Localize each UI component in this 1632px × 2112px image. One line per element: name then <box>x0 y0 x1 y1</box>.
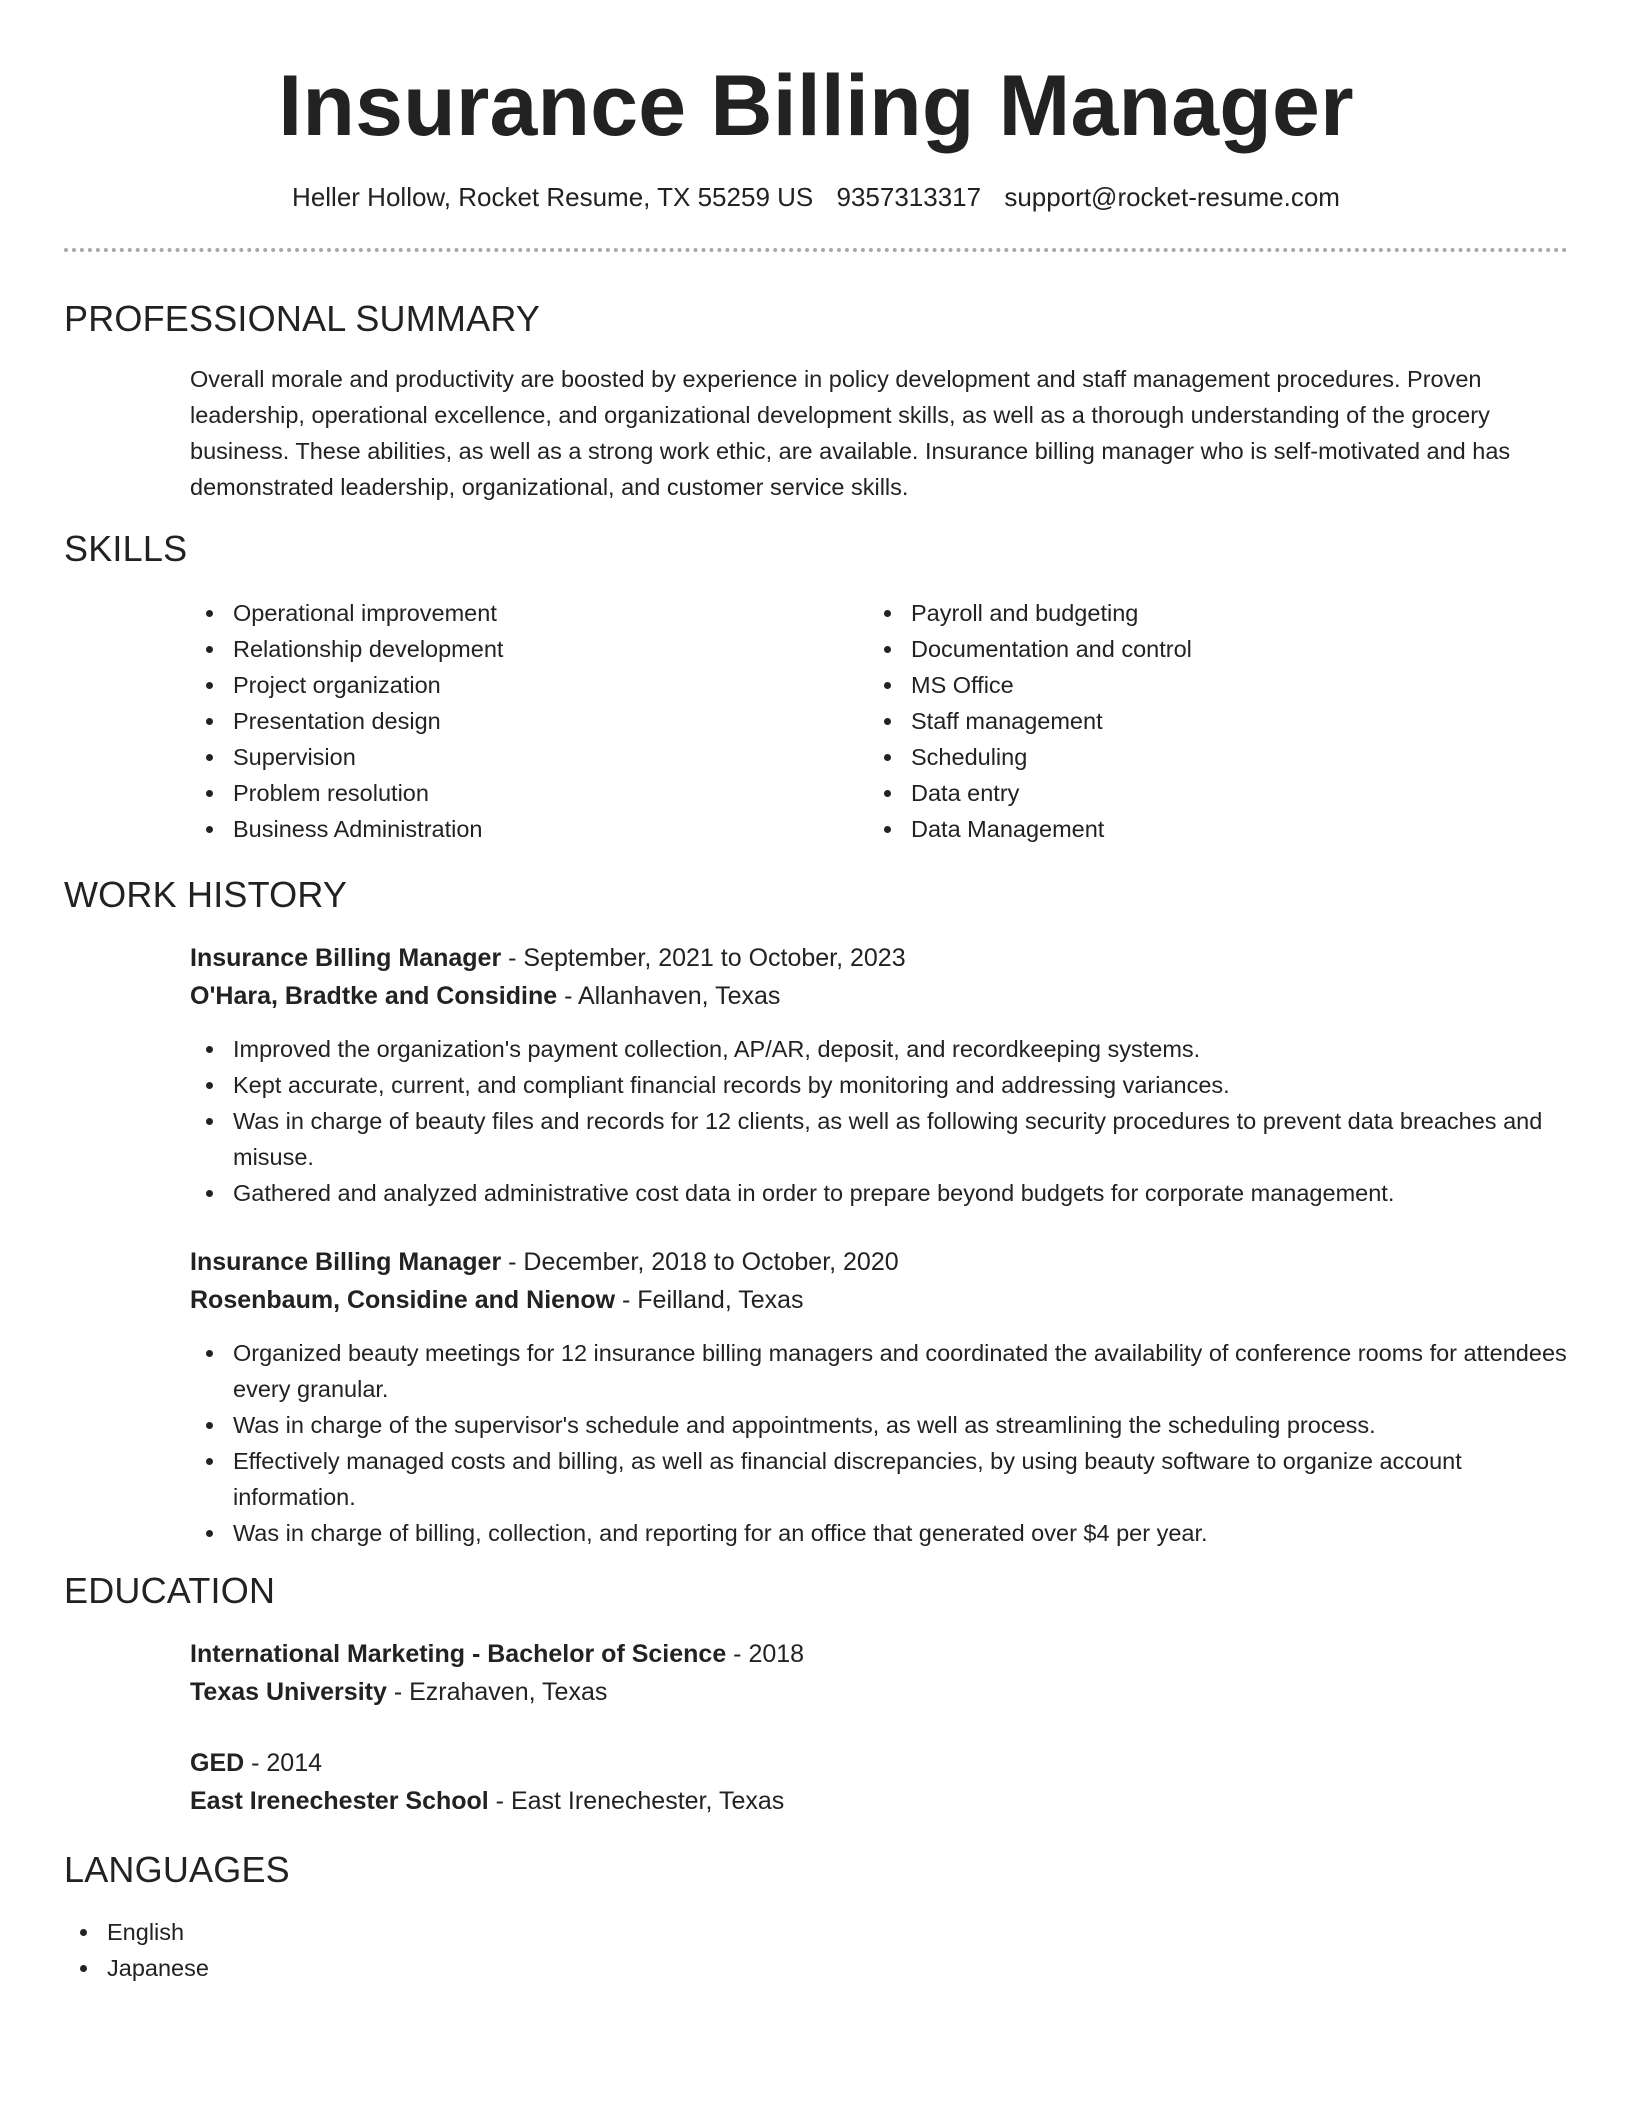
languages-list <box>64 1914 1568 1986</box>
job-duty: Organized beauty meetings for 12 insurance billing managers and coordinated the availability of conference rooms for attendees every granular. <box>190 1335 1568 1407</box>
contact-phone: 9357313317 <box>836 182 982 212</box>
header-divider <box>64 248 1568 252</box>
skill-item: Operational improvement <box>190 595 868 631</box>
education-school-line <box>190 1782 1568 1820</box>
education-year: - 2014 <box>244 1749 323 1777</box>
skill-item: Business Administration <box>190 811 868 847</box>
education-section <box>64 1569 1568 1820</box>
education-school-line <box>190 1673 1568 1711</box>
section-title-summary: PROFESSIONAL SUMMARY <box>64 298 541 339</box>
contact-address: Heller Hollow, Rocket Resume, TX 55259 US <box>292 182 814 212</box>
summary-text: Overall morale and productivity are boosted by experience in policy development and staff management procedures. Proven leadership, operational excellence, and organizational development skills, as well as a thorough understanding of the grocery business. These abilities, as well as a strong work ethic, are available. Insurance billing manager who is self-motivated and has demonstrated leadership, organizational, and customer service skills. <box>190 366 1511 500</box>
job-location: - Feilland, Texas <box>615 1286 804 1314</box>
resume-page <box>64 0 1568 1986</box>
job-role: Insurance Billing Manager <box>190 944 502 972</box>
job-duty: Kept accurate, current, and compliant financial records by monitoring and addressing variances. <box>190 1067 1568 1103</box>
contact-email: support@rocket-resume.com <box>1004 182 1340 212</box>
education-degree-line <box>190 1744 1568 1782</box>
skill-item: Problem resolution <box>190 775 868 811</box>
education-entry <box>190 1635 1568 1711</box>
skill-item: Data entry <box>868 775 1546 811</box>
contact-line <box>64 180 1568 214</box>
job-company-line <box>190 1281 1568 1319</box>
skills-grid <box>190 595 1568 847</box>
skills-column-left <box>190 595 868 847</box>
section-title-work-history: WORK HISTORY <box>64 874 348 915</box>
job-entry <box>190 939 1568 1211</box>
language-item: English <box>64 1914 1568 1950</box>
job-title-line <box>190 1243 1568 1281</box>
section-title-languages: LANGUAGES <box>64 1849 290 1890</box>
skill-item: Data Management <box>868 811 1546 847</box>
job-company-line <box>190 977 1568 1015</box>
education-school: Texas University <box>190 1678 387 1706</box>
languages-section <box>64 1848 1568 1986</box>
job-company: O'Hara, Bradtke and Considine <box>190 982 558 1010</box>
skill-item: Scheduling <box>868 739 1546 775</box>
education-degree: International Marketing - Bachelor of Science <box>190 1640 727 1668</box>
skill-item: Supervision <box>190 739 868 775</box>
job-dates: - September, 2021 to October, 2023 <box>501 944 906 972</box>
candidate-name: Insurance Billing Manager <box>278 58 1354 154</box>
job-location: - Allanhaven, Texas <box>557 982 781 1010</box>
work-history-section <box>64 873 1568 1551</box>
job-title-line <box>190 939 1568 977</box>
job-company: Rosenbaum, Considine and Nienow <box>190 1286 616 1314</box>
section-title-education: EDUCATION <box>64 1570 276 1611</box>
education-school: East Irenechester School <box>190 1787 489 1815</box>
education-year: - 2018 <box>726 1640 805 1668</box>
education-degree: GED <box>190 1749 245 1777</box>
job-duty: Was in charge of beauty files and records for 12 clients, as well as following security procedures to prevent data breaches and misuse. <box>190 1103 1568 1175</box>
skill-item: Presentation design <box>190 703 868 739</box>
job-duty: Improved the organization's payment collection, AP/AR, deposit, and recordkeeping systems. <box>190 1031 1568 1067</box>
skills-section <box>64 527 1568 847</box>
skill-item: Staff management <box>868 703 1546 739</box>
skill-item: Documentation and control <box>868 631 1546 667</box>
job-dates: - December, 2018 to October, 2020 <box>501 1248 899 1276</box>
section-title-skills: SKILLS <box>64 528 188 569</box>
job-duty: Effectively managed costs and billing, as well as financial discrepancies, by using beauty software to organize account information. <box>190 1443 1568 1515</box>
job-duties <box>190 1031 1568 1211</box>
summary-section <box>64 297 1568 505</box>
skill-item: Relationship development <box>190 631 868 667</box>
education-entry <box>190 1744 1568 1820</box>
job-duty: Was in charge of the supervisor's schedule and appointments, as well as streamlining the scheduling process. <box>190 1407 1568 1443</box>
language-item: Japanese <box>64 1950 1568 1986</box>
job-role: Insurance Billing Manager <box>190 1248 502 1276</box>
skill-item: Payroll and budgeting <box>868 595 1546 631</box>
job-entry <box>190 1243 1568 1551</box>
education-degree-line <box>190 1635 1568 1673</box>
job-duty: Was in charge of billing, collection, and reporting for an office that generated over $4 per year. <box>190 1515 1568 1551</box>
skill-item: Project organization <box>190 667 868 703</box>
education-location: - Ezrahaven, Texas <box>386 1678 608 1706</box>
education-location: - East Irenechester, Texas <box>488 1787 785 1815</box>
job-duty: Gathered and analyzed administrative cost data in order to prepare beyond budgets for corporate management. <box>190 1175 1568 1211</box>
job-duties <box>190 1335 1568 1551</box>
skills-column-right <box>868 595 1546 847</box>
skill-item: MS Office <box>868 667 1546 703</box>
